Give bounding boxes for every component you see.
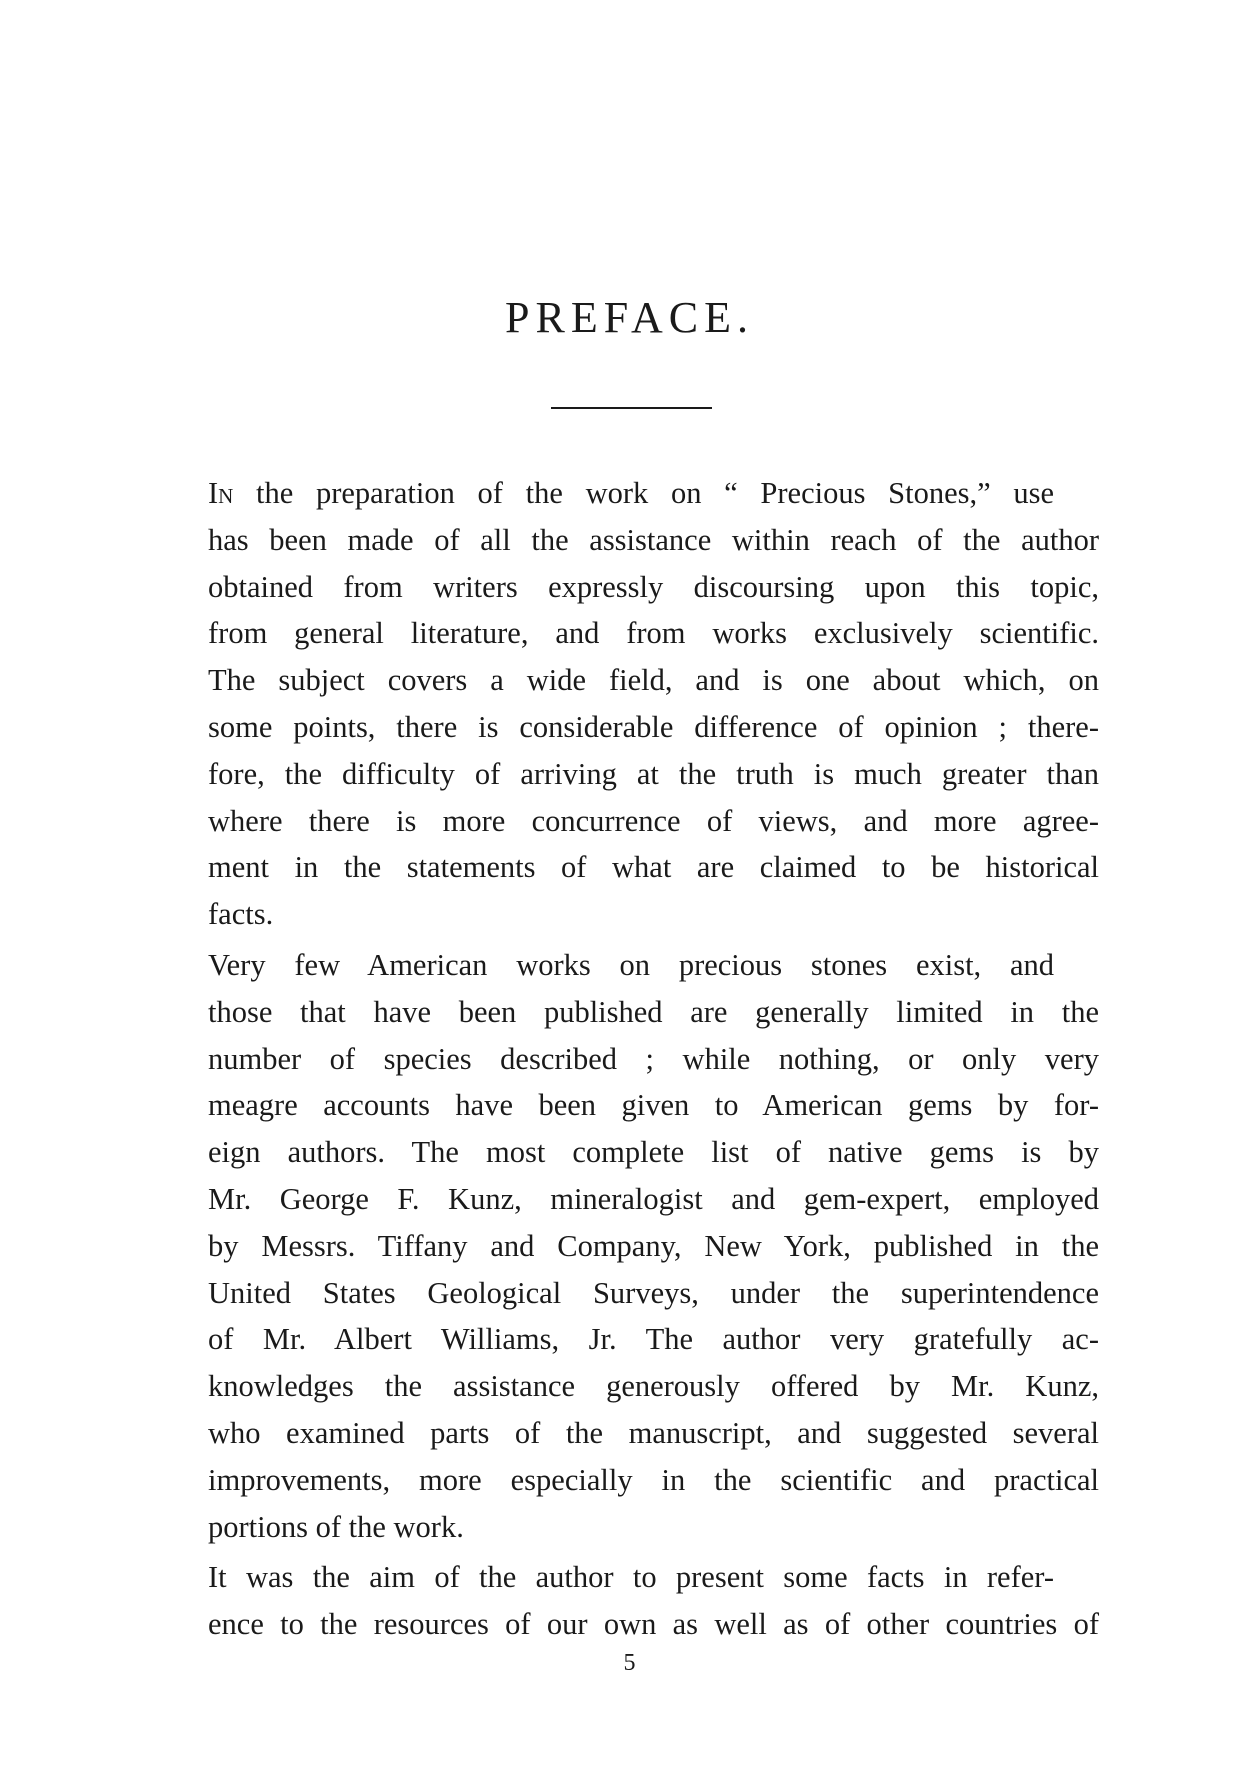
text-line: eign authors. The most complete list of native gems is by <box>208 1135 1099 1170</box>
text-line: where there is more concurrence of views, and more agree- <box>208 803 1099 838</box>
text-line: ment in the statements of what are claimed to be historical <box>208 850 1099 885</box>
preface-body <box>163 470 1099 1652</box>
text-line: The subject covers a wide field, and is one about which, on <box>208 663 1099 698</box>
text-line: facts. <box>208 897 274 932</box>
text-line: by Messrs. Tiffany and Company, New York, published in the <box>208 1228 1099 1263</box>
title-divider <box>551 407 712 409</box>
text-line: some points, there is considerable difference of opinion ; there- <box>208 709 1099 744</box>
text-line: fore, the difficulty of arriving at the truth is much greater than <box>208 756 1099 791</box>
text-line: number of species described ; while nothing, or only very <box>208 1041 1099 1076</box>
page-number: 5 <box>623 1650 636 1676</box>
text-line: has been made of all the assistance within reach of the author <box>208 522 1099 557</box>
text-line: Very few American works on precious stones exist, and <box>208 947 1054 982</box>
text-line: meagre accounts have been given to American gems by for- <box>208 1088 1099 1123</box>
text-line: portions of the work. <box>208 1509 464 1544</box>
text-line: United States Geological Surveys, under the superintendence <box>208 1275 1099 1310</box>
paragraph-3 <box>163 1554 1099 1648</box>
text-line: of Mr. Albert Williams, Jr. The author very gratefully ac- <box>208 1322 1099 1357</box>
paragraph-1 <box>163 470 1099 938</box>
text-line: Mr. George F. Kunz, mineralogist and gem-expert, employed <box>208 1181 1099 1216</box>
text-line: from general literature, and from works exclusively scientific. <box>208 616 1099 651</box>
text-line: obtained from writers expressly discoursing upon this topic, <box>208 569 1099 604</box>
lead-in-word: In <box>208 476 234 510</box>
text-line: those that have been published are generally limited in the <box>208 994 1099 1029</box>
text-line: who examined parts of the manuscript, and suggested several <box>208 1415 1099 1450</box>
text-line: improvements, more especially in the scientific and practical <box>208 1462 1099 1497</box>
text-line: It was the aim of the author to present some facts in refer- <box>208 1560 1054 1595</box>
paragraph-2 <box>163 942 1099 1550</box>
text-line-content: the preparation of the work on “ Precious Stones,” use <box>256 476 1054 510</box>
text-line: ence to the resources of our own as well as of other countries of <box>208 1607 1099 1642</box>
page-title: PREFACE. <box>505 293 754 342</box>
text-line: knowledges the assistance generously offered by Mr. Kunz, <box>208 1369 1099 1404</box>
text-line <box>163 470 1099 517</box>
